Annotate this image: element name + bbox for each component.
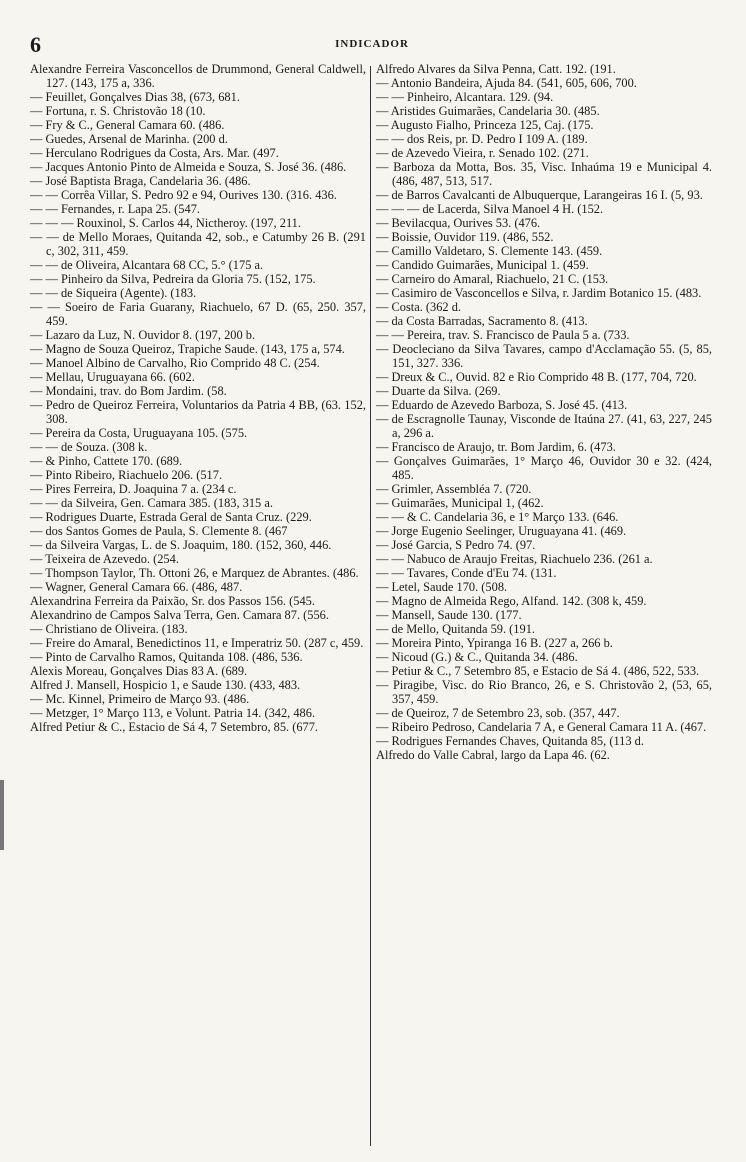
directory-entry: — Boissie, Ouvidor 119. (486, 552. (376, 230, 554, 244)
directory-entry: — de Azevedo Vieira, r. Senado 102. (271. (376, 146, 589, 160)
column-divider (370, 66, 371, 1146)
directory-entry: — Mellau, Uruguayana 66. (602. (30, 370, 195, 384)
directory-entry: — — de Siqueira (Agente). (183. (30, 286, 197, 300)
directory-entry: — Francisco de Araujo, tr. Bom Jardim, 6. (473. (376, 440, 616, 454)
directory-entry: — Magno de Souza Queiroz, Trapiche Saude. (143, 175 a, 574. (30, 342, 345, 356)
directory-entry: Alexandrino de Campos Salva Terra, Gen. Camara 87. (556. (30, 608, 329, 622)
directory-entry: — Mc. Kinnel, Primeiro de Março 93. (486. (30, 692, 250, 706)
running-title: INDICADOR (335, 38, 409, 50)
directory-entry: — Pires Ferreira, D. Joaquina 7 a. (234 c. (30, 482, 237, 496)
directory-entry: — Metzger, 1° Março 113, e Volunt. Patria 14. (342, 486. (30, 706, 316, 720)
directory-entry: Alexandrina Ferreira da Paixão, Sr. dos Passos 156. (545. (30, 594, 315, 608)
directory-entry: — Aristides Guimarães, Candelaria 30. (485. (376, 104, 600, 118)
directory-entry: — — Pinheiro da Silva, Pedreira da Gloria 75. (152, 175. (30, 272, 316, 286)
directory-entry: — Freire do Amaral, Benedictinos 11, e Imperatriz 50. (287 c, 459. (30, 636, 364, 650)
directory-entry: — Feuillet, Gonçalves Dias 38, (673, 681. (30, 90, 240, 104)
directory-entry: — Teixeira de Azevedo. (254. (30, 552, 179, 566)
directory-entry: — Manoel Albino de Carvalho, Rio Comprido 48 C. (254. (30, 356, 320, 370)
directory-entry: — Moreira Pinto, Ypiranga 16 B. (227 a, 266 b. (376, 636, 613, 650)
directory-entry: — — & C. Candelaria 36, e 1° Março 133. (646. (376, 510, 619, 524)
directory-entry: — Casimiro de Vasconcellos e Silva, r. Jardim Botanico 15. (483. (376, 286, 702, 300)
directory-entry: — — da Silveira, Gen. Camara 385. (183, 315 a. (30, 496, 273, 510)
directory-entry: — Duarte da Silva. (269. (376, 384, 501, 398)
directory-entry: — Mondaini, trav. do Bom Jardim. (58. (30, 384, 227, 398)
directory-entry: — Costa. (362 d. (376, 300, 462, 314)
directory-entry: — Petiur & C., 7 Setembro 85, e Estacio de Sá 4. (486, 522, 533. (376, 664, 700, 678)
directory-entry: — — Corrêa Villar, S. Pedro 92 e 94, Ourives 130. (316. 436. (30, 188, 337, 202)
directory-entry: — Rodrigues Fernandes Chaves, Quitanda 85, (113 d. (376, 734, 644, 748)
directory-entry: — Guedes, Arsenal de Marinha. (200 d. (30, 132, 228, 146)
directory-entry: — — Nabuco de Araujo Freitas, Riachuelo 236. (261 a. (376, 552, 653, 566)
directory-entry: — de Escragnolle Taunay, Visconde de Itaúna 27. (41, 63, 227, 245 a, 296 a. (376, 412, 712, 440)
directory-entry: — — de Souza. (308 k. (30, 440, 148, 454)
directory-entry: — — — Rouxinol, S. Carlos 44, Nictheroy. (197, 211. (30, 216, 301, 230)
directory-entry: — Wagner, General Camara 66. (486, 487. (30, 580, 243, 594)
directory-entry: — Lazaro da Luz, N. Ouvidor 8. (197, 200 b. (30, 328, 256, 342)
directory-entry: — Jorge Eugenio Seelinger, Uruguayana 41. (469. (376, 524, 627, 538)
directory-entry: — Eduardo de Azevedo Barboza, S. José 45. (413. (376, 398, 628, 412)
directory-entry: — — Soeiro de Faria Guarany, Riachuelo, 67 D. (65, 250. 357, 459. (30, 300, 366, 328)
right-column (376, 62, 712, 762)
directory-entry: — Antonio Bandeira, Ajuda 84. (541, 605, 606, 700. (376, 76, 637, 90)
directory-entry: — Deocleciano da Silva Tavares, campo d'Acclamação 55. (5, 85, 151, 327. 336. (376, 342, 712, 370)
directory-entry: — Rodrigues Duarte, Estrada Geral de Santa Cruz. (229. (30, 510, 312, 524)
directory-entry: — — de Mello Moraes, Quitanda 42, sob., e Catumby 26 B. (291 c, 302, 311, 459. (30, 230, 366, 258)
directory-entry: Alfredo Alvares da Silva Penna, Catt. 192. (191. (376, 62, 616, 76)
directory-entry: — José Baptista Braga, Candelaria 36. (486. (30, 174, 251, 188)
directory-entry: — — de Oliveira, Alcantara 68 CC, 5.° (175 a. (30, 258, 264, 272)
directory-entry: — da Costa Barradas, Sacramento 8. (413. (376, 314, 588, 328)
directory-entry: Alfred Petiur & C., Estacio de Sá 4, 7 Setembro, 85. (677. (30, 720, 319, 734)
directory-entry: — Barboza da Motta, Bos. 35, Visc. Inhaúma 19 e Municipal 4. (486, 487, 513, 517. (376, 160, 712, 188)
directory-entry: — — — de Lacerda, Silva Manoel 4 H. (152. (376, 202, 604, 216)
directory-entry: — Fortuna, r. S. Christovão 18 (10. (30, 104, 206, 118)
directory-entry: — Herculano Rodrigues da Costa, Ars. Mar. (497. (30, 146, 279, 160)
directory-entry: — — Pinheiro, Alcantara. 129. (94. (376, 90, 554, 104)
directory-entry: — Dreux & C., Ouvid. 82 e Rio Comprido 48 B. (177, 704, 720. (376, 370, 697, 384)
directory-entry: Alfred J. Mansell, Hospicio 1, e Saude 130. (433, 483. (30, 678, 301, 692)
directory-entry: — de Barros Cavalcanti de Albuquerque, Larangeiras 16 I. (5, 93. (376, 188, 703, 202)
directory-entry: — da Silveira Vargas, L. de S. Joaquim, 180. (152, 360, 446. (30, 538, 332, 552)
directory-entry: — — dos Reis, pr. D. Pedro I 109 A. (189. (376, 132, 588, 146)
directory-entry: — Ribeiro Pedroso, Candelaria 7 A, e General Camara 11 A. (467. (376, 720, 707, 734)
directory-entry: — Thompson Taylor, Th. Ottoni 26, e Marquez de Abrantes. (486. (30, 566, 359, 580)
directory-entry: — Letel, Saude 170. (508. (376, 580, 508, 594)
directory-columns (30, 62, 720, 1152)
directory-entry: — Candido Guimarães, Municipal 1. (459. (376, 258, 589, 272)
directory-entry: — Pedro de Queiroz Ferreira, Voluntarios da Patria 4 BB, (63. 152, 308. (30, 398, 366, 426)
directory-entry: — Magno de Almeida Rego, Alfand. 142. (308 k, 459. (376, 594, 647, 608)
page-number: 6 (30, 32, 41, 57)
directory-entry: — Augusto Fialho, Princeza 125, Caj. (175. (376, 118, 594, 132)
directory-entry: — Fry & C., General Camara 60. (486. (30, 118, 225, 132)
scan-edge-mark (0, 780, 4, 850)
directory-entry: — José Garcia, S Pedro 74. (97. (376, 538, 536, 552)
directory-entry: — Pereira da Costa, Uruguayana 105. (575. (30, 426, 248, 440)
directory-entry: — — Pereira, trav. S. Francisco de Paula 5 a. (733. (376, 328, 630, 342)
directory-entry: — de Mello, Quitanda 59. (191. (376, 622, 535, 636)
directory-entry: — Nicoud (G.) & C., Quitanda 34. (486. (376, 650, 578, 664)
directory-entry: — Pinto Ribeiro, Riachuelo 206. (517. (30, 468, 223, 482)
directory-entry: — Guimarães, Municipal 1, (462. (376, 496, 544, 510)
directory-entry: — — Fernandes, r. Lapa 25. (547. (30, 202, 200, 216)
directory-entry: — de Queiroz, 7 de Setembro 23, sob. (357, 447. (376, 706, 620, 720)
directory-entry: — Jacques Antonio Pinto de Almeida e Souza, S. José 36. (486. (30, 160, 347, 174)
directory-entry: — Bevilacqua, Ourives 53. (476. (376, 216, 541, 230)
directory-entry: — Camillo Valdetaro, S. Clemente 143. (459. (376, 244, 603, 258)
directory-entry: — Piragibe, Visc. do Rio Branco, 26, e S. Christovão 2, (53, 65, 357, 459. (376, 678, 712, 706)
directory-entry: — Grimler, Assembléa 7. (720. (376, 482, 532, 496)
directory-entry: — Mansell, Saude 130. (177. (376, 608, 522, 622)
directory-entry: Alexandre Ferreira Vasconcellos de Drummond, General Caldwell, 127. (143, 175 a, 336. (30, 62, 366, 90)
directory-entry: — & Pinho, Cattete 170. (689. (30, 454, 183, 468)
directory-entry: — Pinto de Carvalho Ramos, Quitanda 108. (486, 536. (30, 650, 303, 664)
directory-entry: — — Tavares, Conde d'Eu 74. (131. (376, 566, 557, 580)
directory-entry: Alexis Moreau, Gonçalves Dias 83 A. (689. (30, 664, 248, 678)
left-column (30, 62, 366, 734)
directory-entry: — Carneiro do Amaral, Riachuelo, 21 C. (153. (376, 272, 609, 286)
directory-entry: — dos Santos Gomes de Paula, S. Clemente 8. (467 (30, 524, 288, 538)
page-header (22, 32, 722, 58)
directory-entry: Alfredo do Valle Cabral, largo da Lapa 46. (62. (376, 748, 610, 762)
directory-entry: — Gonçalves Guimarães, 1° Março 46, Ouvidor 30 e 32. (424, 485. (376, 454, 712, 482)
directory-entry: — Christiano de Oliveira. (183. (30, 622, 188, 636)
